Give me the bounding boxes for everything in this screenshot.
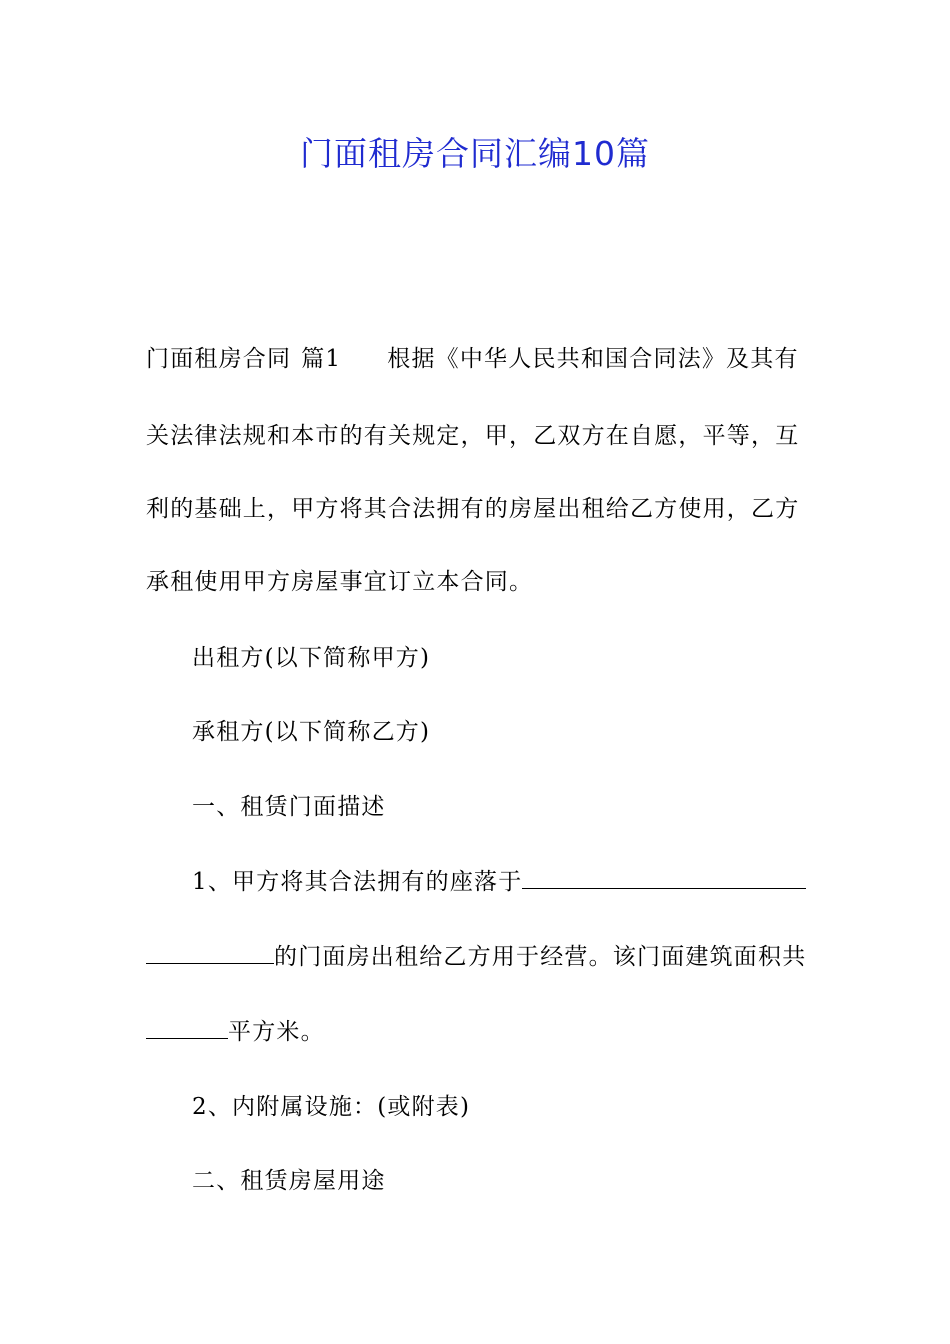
- paragraph-text: 根据《中华人民共和国合同法》及其有: [387, 346, 799, 372]
- article-number: 篇1: [301, 346, 342, 372]
- fill-in-blank: [146, 941, 274, 964]
- paragraph-line: [146, 344, 806, 374]
- clause-line: [192, 866, 852, 897]
- clause-text: 的门面房出租给乙方用于经营。该门面建筑面积共: [274, 944, 807, 970]
- lessor-line: 出租方(以下简称甲方): [192, 645, 431, 671]
- paragraph-line: 承租使用甲方房屋事宜订立本合同。: [146, 569, 534, 595]
- fill-in-blank: [146, 1016, 228, 1039]
- document-title: 门面租房合同汇编10篇: [300, 134, 650, 173]
- clause-text: 1、甲方将其合法拥有的座落于: [192, 869, 523, 895]
- lessee-line: 承租方(以下简称乙方): [192, 719, 431, 745]
- paragraph-line: 关法律法规和本市的有关规定，甲，乙双方在自愿，平等，互: [146, 423, 800, 449]
- clause-text: 平方米。: [228, 1019, 325, 1045]
- fill-in-blank: [522, 866, 806, 889]
- article-heading: 门面租房合同: [146, 346, 292, 372]
- clause-line: 2、内附属设施：(或附表): [192, 1094, 471, 1120]
- section-heading: 二、租赁房屋用途: [192, 1168, 386, 1194]
- clause-line: [146, 1016, 806, 1047]
- clause-line: [146, 941, 806, 972]
- paragraph-line: 利的基础上，甲方将其合法拥有的房屋出租给乙方使用，乙方: [146, 496, 800, 522]
- section-heading: 一、租赁门面描述: [192, 794, 386, 820]
